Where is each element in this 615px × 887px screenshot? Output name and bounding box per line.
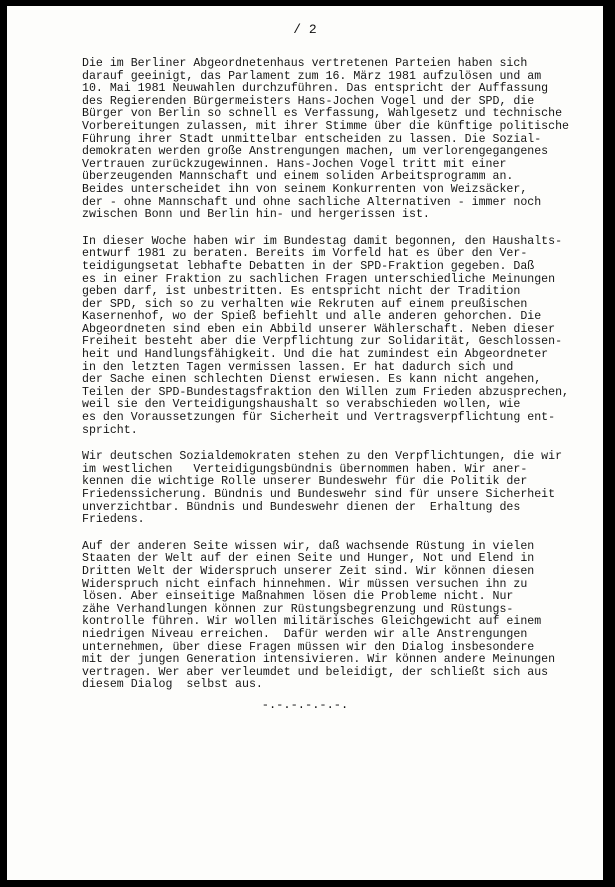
text-line: Staaten der Welt auf der einen Seite und Hunger, Not und Elend in [82, 552, 535, 566]
text-line: Widerspruch nicht einfach hinnehmen. Wir müssen versuchen ihn zu [82, 577, 528, 591]
text-line: unverzichtbar. Bündnis und Bundeswehr dienen der Erhaltung des [82, 500, 521, 514]
text-line: darauf geeinigt, das Parlament zum 16. März 1981 aufzulösen und am [82, 69, 542, 83]
text-line: Vertrauen zurückzugewinnen. Hans-Jochen Vogel tritt mit einer [82, 157, 507, 171]
text-line: 10. Mai 1981 Neuwahlen durchzuführen. Das entspricht der Auffassung [82, 82, 549, 96]
paragraph [82, 451, 587, 527]
text-line: zwischen Bonn und Berlin hin- und hergerissen ist. [82, 208, 430, 222]
document-page [7, 6, 603, 880]
paragraph [82, 58, 587, 222]
paragraph [82, 541, 587, 692]
text-line: Führung ihrer Stadt unmittelbar entscheiden zu lassen. Die Sozial- [82, 132, 542, 146]
text-line: der - ohne Mannschaft und ohne sachliche Alternativen - immer noch [82, 195, 542, 209]
text-line: lösen. Aber einseitige Maßnahmen lösen die Probleme nicht. Nur [82, 590, 514, 604]
text-line: es in einer Fraktion zu sachlichen Fragen unterschiedliche Meinungen [82, 272, 556, 286]
text-line: Vorbereitungen zulassen, mit ihrer Stimme über die künftige politische [82, 119, 570, 133]
closing-divider: -.-.-.-.-.-. [261, 698, 349, 712]
text-line: Friedens. [82, 513, 145, 527]
text-line: mit der jungen Generation intensivieren. Wir können andere Meinungen [82, 653, 556, 667]
body-text [82, 58, 587, 706]
text-line: Wir deutschen Sozialdemokraten stehen zu den Verpflichtungen, die wir [82, 450, 563, 464]
text-line: heit und Handlungsfähigkeit. Und die hat zumindest ein Abgeordneter [82, 348, 549, 362]
text-line: weil sie den Verteidigungshaushalt so verabschieden wollen, wie [82, 398, 521, 412]
paragraph [82, 236, 587, 438]
text-line: kennen die wichtige Rolle unserer Bundeswehr für die Politik der [82, 475, 528, 489]
text-line: überzeugenden Mannschaft und einem soliden Arbeitsprogramm an. [82, 170, 514, 184]
text-line: Teilen der SPD-Bundestagsfraktion den Willen zum Frieden abzusprechen, [82, 385, 570, 399]
text-line: unternehmen, über diese Fragen müssen wir den Dialog insbesondere [82, 640, 535, 654]
text-line: zähe Verhandlungen können zur Rüstungsbegrenzung und Rüstungs- [82, 602, 514, 616]
text-line: In dieser Woche haben wir im Bundestag damit begonnen, den Haushalts- [82, 234, 563, 248]
text-line: entwurf 1981 zu beraten. Bereits im Vorfeld hat es über den Ver- [82, 247, 528, 261]
text-line: der Sache einen schlechten Dienst erwiesen. Es kann nicht angehen, [82, 373, 542, 387]
text-line: Auf der anderen Seite wissen wir, daß wachsende Rüstung in vielen [82, 539, 535, 553]
text-line: teidigungsetat lebhafte Debatten in der SPD-Fraktion gegeben. Daß [82, 259, 535, 273]
text-line: Beides unterscheidet ihn von seinem Konkurrenten von Weizsäcker, [82, 182, 528, 196]
text-line: kontrolle führen. Wir wollen militärisches Gleichgewicht auf einem [82, 615, 542, 629]
text-line: Bürger von Berlin so schnell es Verfassung, Wahlgesetz und technische [82, 107, 563, 121]
text-line: Freiheit besteht aber die Verpflichtung zur Solidarität, Geschlossen- [82, 335, 563, 349]
text-line: es den Voraussetzungen für Sicherheit und Vertragsverpflichtung ent- [82, 411, 556, 425]
text-line: Kasernenhof, wo der Spieß befiehlt und alle anderen gehorchen. Die [82, 310, 542, 324]
text-line: geben darf, ist unbestritten. Es entspricht nicht der Tradition [82, 285, 521, 299]
text-line: vertragen. Wer aber verleumdet und beleidigt, der schließt sich aus [82, 665, 549, 679]
text-line: der SPD, sich so zu verhalten wie Rekruten auf einem preußischen [82, 297, 528, 311]
text-line: demokraten werden große Anstrengungen machen, um verlorengegangenes [82, 145, 549, 159]
text-line: diesem Dialog selbst aus. [82, 678, 263, 692]
text-line: Die im Berliner Abgeordnetenhaus vertretenen Parteien haben sich [82, 57, 528, 70]
text-line: Dritten Welt der Widerspruch unserer Zeit sind. Wir können diesen [82, 564, 535, 578]
text-line: in den letzten Tagen vermissen lassen. Er hat dadurch sich und [82, 360, 514, 374]
text-line: niedrigen Niveau erreichen. Dafür werden wir alle Anstrengungen [82, 627, 528, 641]
text-line: Abgeordneten sind eben ein Abbild unserer Wählerschaft. Neben dieser [82, 322, 556, 336]
text-line: Friedenssicherung. Bündnis und Bundeswehr sind für unsere Sicherheit [82, 488, 556, 501]
text-line: des Regierenden Bürgermeisters Hans-Jochen Vogel und der SPD, die [82, 94, 535, 108]
text-line: im westlichen Verteidigungsbündnis übernommen haben. Wir aner- [82, 462, 528, 476]
text-line: spricht. [82, 423, 138, 437]
page-number: / 2 [293, 22, 317, 37]
